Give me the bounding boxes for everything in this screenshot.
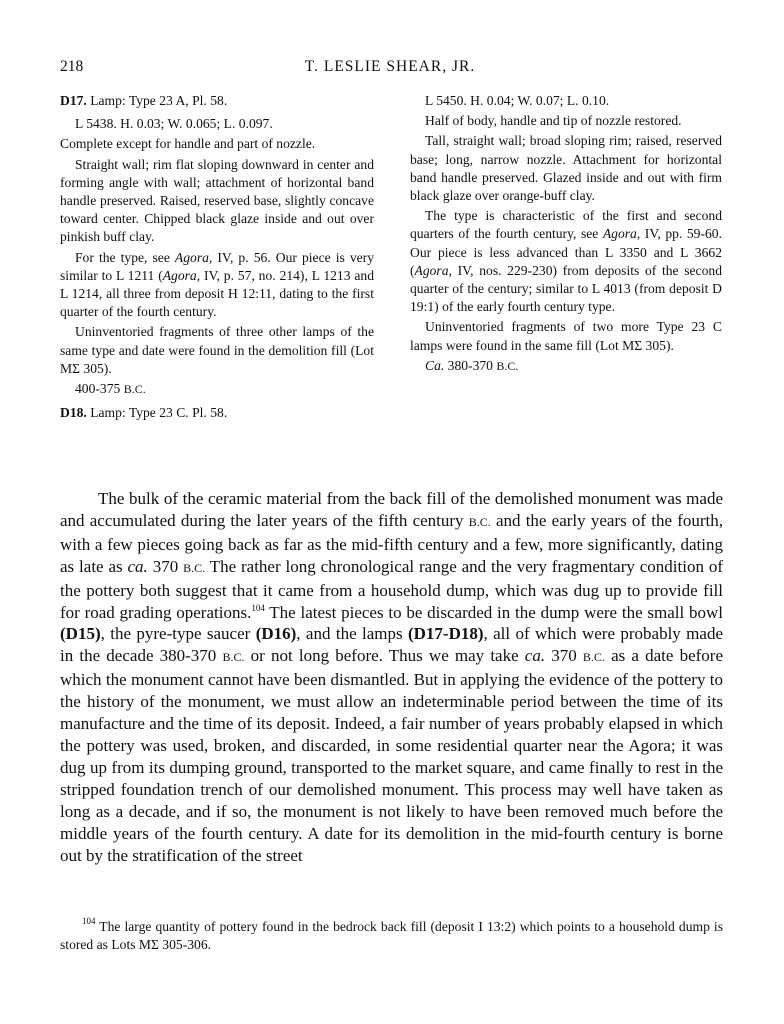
catalog-fragments: Uninventoried fragments of three other lamps of the same type and date were found in the demolition fill (Lot MΣ 305). (60, 324, 374, 376)
text-run: Agora, (174, 249, 213, 265)
catalog-date (410, 357, 722, 375)
catalog-reference: (D17-D18) (407, 624, 484, 644)
catalog-date (60, 380, 374, 398)
text-run: Ca. (425, 357, 445, 373)
text-run: The rather long chronological range and the very fragmentary condition of the pottery both suggest that it came from a household dump, which was dug up to provide fill for road grading operations. (60, 556, 724, 622)
catalog-entry-heading-d17 (60, 92, 374, 110)
text-run: Agora, (602, 226, 641, 242)
text-run: Agora, (414, 262, 452, 278)
text-run: The type is characteristic of the first and second quarters of the fourth century, see (410, 208, 722, 242)
catalog-condition: Complete except for handle and part of nozzle. (60, 136, 316, 152)
text-run: B.C. (183, 560, 206, 575)
catalog-condition: Half of body, handle and tip of nozzle restored. (425, 113, 682, 129)
catalog-type-reference (60, 249, 374, 322)
text-run: as a date before which the monument cannot have been dismantled. But in applying the evidence of the pottery to the history of the monument, we must allow an indeterminable period between the time of its manufacture and the time of its deposit. Indeed, a fair number of years probably elapsed in which the pottery was used, broken, and discarded, in some residential quarter near the Agora; it was dug up from its dumping ground, transported to the market square, and came finally to rest in the stripped foundation trench of our demolished monument. This process may well have taken as long as a decade, and if so, the monument is not likely to have been removed much before the middle years of the fourth century. A date for its demolition in the mid-fourth century is borne out by the stratification of the street (60, 646, 724, 865)
text-run: , all of which were probably made in the decade 380-370 (60, 624, 723, 666)
catalog-dimensions: L 5438. H. 0.03; W. 0.065; L. 0.097. (75, 116, 273, 132)
catalog-number: D18. (60, 405, 87, 421)
text-run: and the early years of the fourth, with a few pieces going back as far as the mid-fifth century and a few, more significantly, dating as late as (60, 510, 723, 576)
catalog-number: D17. (60, 93, 87, 108)
footnote-text (60, 918, 723, 954)
catalog-left-column (60, 92, 374, 427)
text-run: 370 (147, 556, 184, 576)
catalog-description: Straight wall; rim flat sloping downward in center and forming angle with wall; attachment of horizontal band handle preserved. Raised, reserved base, slightly concave toward center. Chipped black glaze inside and out over pinkish buff clay. (60, 156, 374, 245)
text-run: B.C. (123, 382, 146, 397)
text-run: , and the lamps (296, 624, 408, 644)
catalog-type-reference (410, 207, 722, 316)
catalog-reference: (D16) (255, 624, 297, 644)
text-run: 400-375 (75, 381, 121, 397)
text-run: IV, nos. 229-230) from deposits of the second quarter of the century; similar to L 4013 (from deposit D 19:1) of the early fourth century type. (410, 262, 722, 315)
text-run: IV, pp. 59-60. Our piece is less advanced than L 3350 and L 3662 ( (410, 226, 722, 278)
text-run: IV, p. 57, no. 214), L 1213 and L 1214, all three from deposit H 12:11, dating to the first quarter of the fourth century. (60, 267, 374, 320)
text-run: 370 (545, 646, 583, 666)
text-run: or not long before. Thus we may take (244, 646, 525, 666)
text-run: Agora, (162, 267, 201, 283)
text-run: B.C. (496, 358, 519, 373)
body-paragraph (60, 488, 723, 866)
text-run: For the type, see (75, 249, 175, 265)
running-header (60, 58, 720, 78)
text-run: B.C. (468, 514, 491, 529)
page-number: 218 (60, 58, 84, 75)
text-run: The large quantity of pottery found in the bedrock back fill (deposit I 13:2) which points to a household dump is stored as Lots MΣ 305-306. (60, 919, 723, 952)
text-run: The bulk of the ceramic material from the back fill of the demolished monument was made and accumulated during the later years of the fifth century (60, 489, 723, 530)
text-run: , the pyre-type saucer (100, 624, 256, 644)
text-run: ca. (127, 556, 148, 576)
catalog-description: Tall, straight wall; broad sloping rim; raised, reserved base; long, narrow nozzle. Attachment for horizontal band handle preserved. Glazed inside and out with firm black glaze over orange-buff clay. (410, 133, 722, 204)
footnote (60, 918, 723, 954)
text-run: ca. (524, 646, 546, 666)
text-run: The latest pieces to be discarded in the dump were the small bowl (264, 602, 723, 622)
catalog-entry-heading-d18 (60, 404, 374, 422)
catalog-dimensions: L 5450. H. 0.04; W. 0.07; L. 0.10. (425, 93, 610, 108)
footnote-reference: 104 (251, 602, 265, 613)
catalog-reference: (D15) (60, 624, 101, 644)
text-run: B.C. (222, 650, 245, 665)
text-run: IV, p. 56. Our piece is very similar to L 1211 ( (60, 249, 374, 283)
text-run: 380-370 (447, 357, 493, 373)
text-run: B.C. (582, 650, 605, 665)
catalog-right-column (410, 92, 722, 377)
catalog-title: Lamp: Type 23 C. Pl. 58. (90, 405, 228, 421)
main-text (60, 488, 723, 866)
catalog-title: Lamp: Type 23 A, Pl. 58. (90, 93, 228, 108)
footnote-mark: 104 (82, 916, 96, 926)
running-title: T. LESLIE SHEAR, JR. (304, 58, 476, 75)
catalog-fragments: Uninventoried fragments of two more Type 23 C lamps were found in the same fill (Lot MΣ 305). (410, 319, 722, 353)
